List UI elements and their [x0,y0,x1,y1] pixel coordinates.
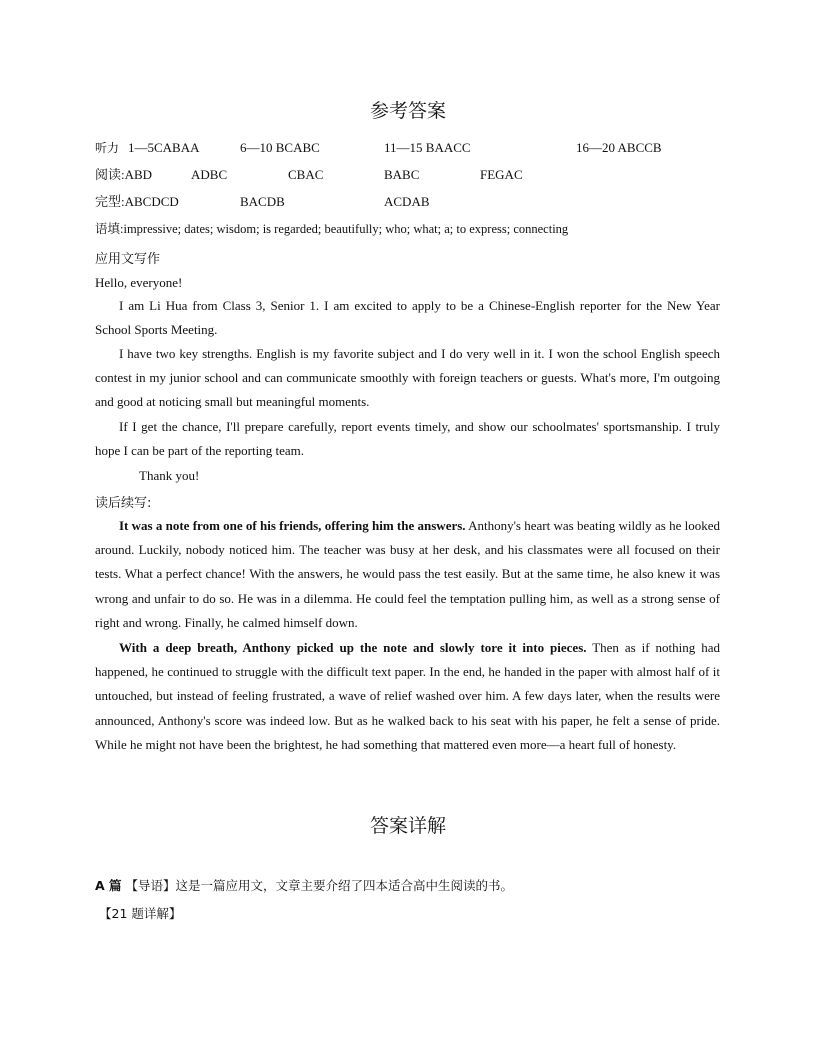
continuation-p2-rest: Then as if nothing had happened, he continued to struggle with the difficult text paper. In the end, he handed in the paper with almost half of it untouched, but instead of feeling frustrated, a wave of relief washed over him. A few days later, when the results were announced, Anthony's score was indeed low. But as he walked back to his seat with his paper, he felt a sense of pride. While he might not have been the brightest, he had something that mattered even more—a heart full of honesty. [95,640,720,752]
listening-group-2: 6—10 BCABC [240,140,320,155]
letter-closing: Thank you! [139,468,200,483]
continuation-p1-lead: It was a note from one of his friends, offering him the answers. [119,518,466,533]
cloze-label: 完型:ABCDCD [95,194,179,209]
question-21-heading: 【21 题详解】 [99,906,182,921]
explanation-part-label: A 篇 [95,878,122,893]
cloze-group-3: ACDAB [384,194,430,209]
continuation-p2-lead: With a deep breath, Anthony picked up the note and slowly tore it into pieces. [119,640,587,655]
reading-group-5: FEGAC [480,167,523,182]
fill-answers [95,221,568,237]
listening-group-3: 11—15 BAACC [384,140,471,155]
reading-group-3: CBAC [288,167,324,182]
continuation-paragraph-2 [95,636,720,757]
practical-heading: 应用文写作 [95,252,161,267]
explanation-intro-text: 【导语】这是一篇应用文，文章主要介绍了四本适合高中生阅读的书。 [125,878,514,893]
reading-group-4: BABC [384,167,420,182]
listening-group-1: 1—5CABAA [128,140,200,155]
letter-greeting: Hello, everyone! [95,275,183,290]
cloze-group-2: BACDB [240,194,285,209]
listening-group-4: 16—20 ABCCB [576,140,662,155]
reading-group-2: ADBC [191,167,228,182]
letter-paragraph-3: If I get the chance, I'll prepare carefully, report events timely, and show our schoolmates' sportsmanship. I truly hope I can be part of the reporting team. [95,419,720,459]
continuation-paragraph-1 [95,514,720,635]
fill-label: 语填: [95,222,124,236]
explanation-title: 答案详解 [369,815,446,837]
listening-label: 听力 [95,141,120,155]
letter-paragraph-1: I am Li Hua from Class 3, Senior 1. I am excited to apply to be a Chinese-English reporter for the New Year School Sports Meeting. [95,298,720,338]
explanation-intro [95,876,720,894]
continuation-p1-rest: Anthony's heart was beating wildly as he looked around. Luckily, nobody noticed him. The teacher was busy at her desk, and his classmates were all focused on their tests. What a perfect chance! With the answers, he would pass the test easily. But at the same time, he also knew it was wrong and unfair to do so. He was in a dilemma. He could feel the temptation pulling him, as well as a strong sense of right and wrong. Finally, he calmed himself down. [95,518,720,630]
reading-label: 阅读:ABD [95,167,153,182]
fill-text: impressive; dates; wisdom; is regarded; beautifully; who; what; a; to express; connecting [123,222,569,236]
continuation-heading: 读后续写: [95,496,152,511]
answers-title: 参考答案 [369,100,446,122]
letter-paragraph-2: I have two key strengths. English is my favorite subject and I do very well in it. I won the school English speech contest in my junior school and can communicate smoothly with foreign teachers or guests. What's more, I'm outgoing and good at noticing small but meaningful moments. [95,346,720,410]
